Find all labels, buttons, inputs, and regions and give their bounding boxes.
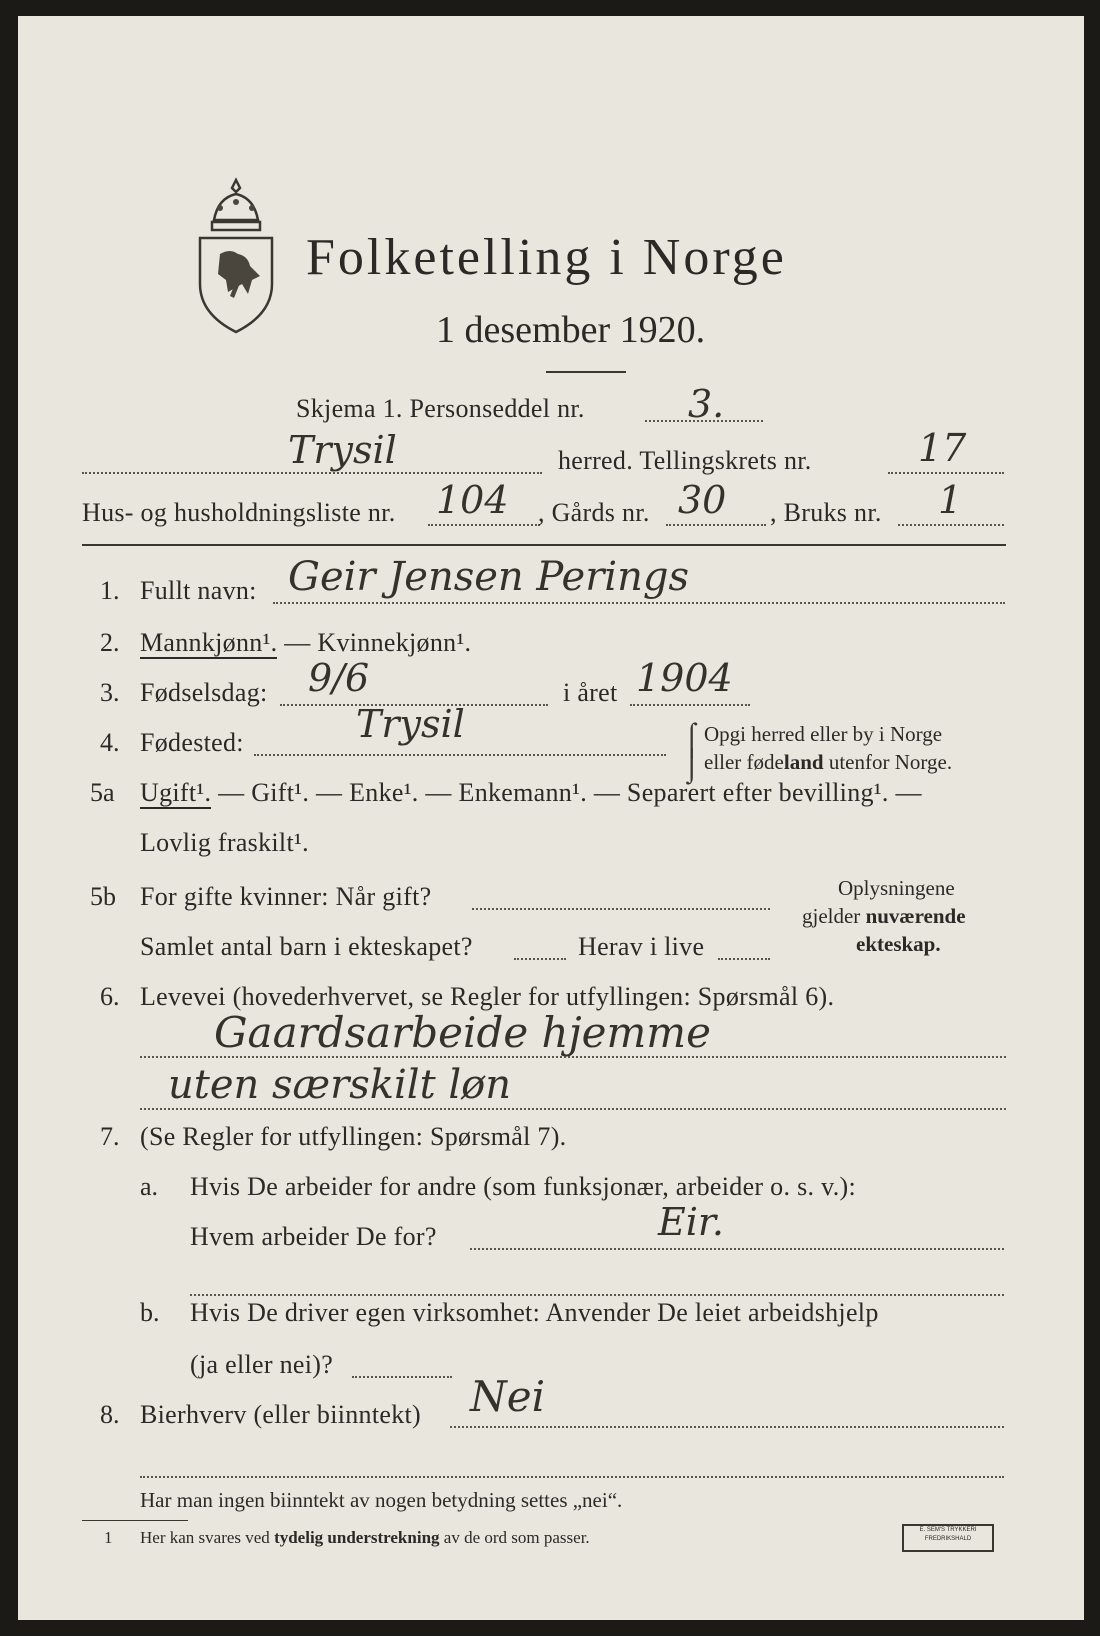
q8-dots <box>450 1426 1004 1428</box>
q8-dots-2 <box>140 1476 1004 1478</box>
husholdningsliste-number: 104 <box>436 478 509 522</box>
footnote-rule <box>82 1520 188 1521</box>
marriage-note-3: ekteskap. <box>856 932 941 956</box>
q4-dots <box>254 754 666 756</box>
gards-number: 30 <box>678 478 727 522</box>
q7b-label-2: (ja eller nei)? <box>190 1350 334 1379</box>
side-income-value: Nei <box>470 1372 546 1421</box>
marriage-note-1: Oplysningene <box>838 876 955 900</box>
q6-label: Levevei (hovederhvervet, se Regler for utfyllingen: Spørsmål 6). <box>140 982 835 1011</box>
q3-number: 3. <box>100 678 120 707</box>
q5a-options <box>140 778 922 808</box>
birthplace-note-1: Opgi herred eller by i Norge <box>704 722 943 746</box>
birth-year-value: 1904 <box>636 656 733 700</box>
alive-dots <box>718 958 770 960</box>
alive-label: Herav i live <box>578 932 705 961</box>
q8-label: Bierhverv (eller biinntekt) <box>140 1400 421 1429</box>
children-label: Samlet antal barn i ekteskapet? <box>140 932 473 961</box>
q2-separator: — <box>277 628 318 657</box>
q7-label: (Se Regler for utfyllingen: Spørsmål 7). <box>140 1122 567 1151</box>
hus-dots <box>428 524 540 526</box>
divorced-option: Lovlig fraskilt¹. <box>140 828 309 857</box>
header-divider <box>82 544 1006 546</box>
skjema-label: Skjema 1. Personseddel nr. <box>296 394 585 423</box>
birthday-value: 9/6 <box>308 656 370 700</box>
q7a-dots-2 <box>190 1294 1004 1296</box>
printer-stamp: E. SEM'S TRYKKERI FREDRIKSHALD <box>902 1524 994 1552</box>
q7a-label: Hvis De arbeider for andre (som funksjonær, arbeider o. s. v.): <box>190 1172 856 1201</box>
children-dots <box>514 958 566 960</box>
unmarried-option: Ugift¹. <box>140 778 212 807</box>
herred-value: Trysil <box>288 428 397 472</box>
gards-label: , Gårds nr. <box>538 498 650 527</box>
q7a-dots <box>470 1248 1004 1250</box>
q2-line <box>140 628 471 658</box>
year-dots <box>630 704 750 706</box>
personseddel-number: 3. <box>688 382 725 426</box>
q7b-number: b. <box>140 1298 160 1327</box>
q3-label: Fødselsdag: <box>140 678 268 707</box>
widower-option: — Enkemann¹. <box>425 778 588 807</box>
gards-dots <box>666 524 766 526</box>
form-date: 1 desember 1920. <box>436 309 706 351</box>
q1-label: Fullt navn: <box>140 576 257 605</box>
employer-value: Eir. <box>658 1200 724 1244</box>
marriage-note-2: gjelder nuværende <box>802 904 966 928</box>
q5a-number: 5a <box>90 778 115 807</box>
occupation-value-1: Gaardsarbeide hjemme <box>214 1008 711 1057</box>
hus-label: Hus- og husholdningsliste nr. <box>82 498 396 527</box>
separated-option: — Separert efter bevilling¹. — <box>593 778 922 807</box>
tellingskrets-number: 17 <box>918 426 967 470</box>
female-option: Kvinnekjønn¹. <box>317 628 472 657</box>
q7a-number: a. <box>140 1172 159 1201</box>
year-label: i året <box>563 678 618 707</box>
q8-number: 8. <box>100 1400 120 1429</box>
bruks-number: 1 <box>938 478 963 522</box>
q7a-label-2: Hvem arbeider De for? <box>190 1222 437 1251</box>
bruks-label: , Bruks nr. <box>770 498 882 527</box>
q4-number: 4. <box>100 728 120 757</box>
q1-dots <box>273 602 1005 604</box>
q7-number: 7. <box>100 1122 120 1151</box>
coat-of-arms-icon <box>190 176 282 336</box>
widow-option: — Enke¹. <box>315 778 419 807</box>
herred-label: herred. Tellingskrets nr. <box>558 446 812 475</box>
q6-number: 6. <box>100 982 120 1011</box>
occupation-value-2: uten særskilt løn <box>168 1062 512 1108</box>
bruks-dots <box>898 524 1004 526</box>
when-married-dots <box>472 908 770 910</box>
q7b-label: Hvis De driver egen virksomhet: Anvender De leiet arbeidshjelp <box>190 1298 879 1327</box>
form-title: Folketelling i Norge <box>306 229 787 286</box>
footnote-text: Her kan svares ved tydelig understrekning av de ord som passer. <box>140 1528 590 1547</box>
krets-dots <box>888 472 1004 474</box>
q5b-number: 5b <box>90 882 116 911</box>
footnote-mark: 1 <box>104 1528 113 1547</box>
birthplace-note-2: eller fødeland utenfor Norge. <box>704 750 953 774</box>
brace-lower: ⌡ <box>682 746 702 782</box>
married-option: — Gift¹. <box>218 778 310 807</box>
q2-number: 2. <box>100 628 120 657</box>
herred-dots <box>82 472 542 474</box>
census-form <box>18 16 1084 1620</box>
male-option: Mannkjønn¹. <box>140 628 278 657</box>
when-married-label: For gifte kvinner: Når gift? <box>140 882 432 911</box>
brace-upper: ⌠ <box>682 720 702 756</box>
q7b-dots <box>352 1376 452 1378</box>
full-name-value: Geir Jensen Perings <box>288 554 689 600</box>
title-divider <box>546 371 626 373</box>
q1-number: 1. <box>100 576 120 605</box>
q4-label: Fødested: <box>140 728 244 757</box>
q6-dots-2 <box>140 1108 1006 1110</box>
birthplace-value: Trysil <box>356 702 465 746</box>
nei-note: Har man ingen biinntekt av nogen betydning settes „nei“. <box>140 1488 623 1512</box>
